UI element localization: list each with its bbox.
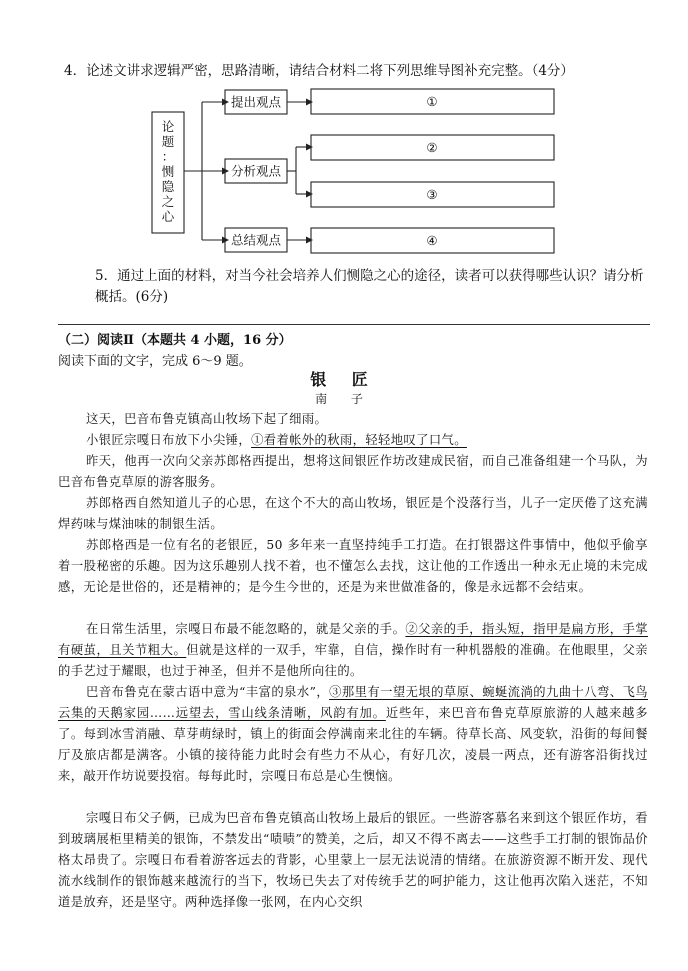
mind-map-diagram xyxy=(0,0,688,265)
question-4: 4．论述文讲求逻辑严密，思路清晰，请结合材料二将下列思维导图补充完整。（4分） xyxy=(64,63,574,79)
node-label-analyze: 分析观点 xyxy=(230,163,282,179)
paragraph-text: 这天，巴音布鲁克镇高山牧场下起了细雨。 xyxy=(86,412,328,426)
underlined-sentence: ①看着帐外的秋雨，轻轻地叹了口气。 xyxy=(251,433,467,447)
article-title: 银 匠 xyxy=(310,370,378,389)
section-heading: （二）阅读Ⅱ（本题共 4 小题，16 分） xyxy=(58,333,292,348)
topic-char: 恻 xyxy=(161,164,175,179)
paragraph-text: 小银匠宗嘎日布放下小尖锤， xyxy=(86,433,252,447)
paragraph xyxy=(58,682,648,787)
topic-char: 心 xyxy=(161,209,175,224)
topic-char: 隐 xyxy=(161,179,175,194)
paragraph xyxy=(58,808,648,913)
blank-label-4: ④ xyxy=(426,233,438,248)
topic-char: 题 xyxy=(161,134,175,149)
paragraph-text: 苏郎格西自然知道儿子的心思，在这个不大的高山牧场，银匠是个没落行当，儿子一定厌倦了这充满焊药味与煤油味的制银生活。 xyxy=(58,496,648,531)
paragraph-text: 宗嘎日布父子俩，已成为巴音布鲁克镇高山牧场上最后的银匠。一些游客慕名来到这个银匠作坊，看到玻璃展柜里精美的银饰，不禁发出“啧啧”的赞美，之后，却又不得不离去——这些手工打制的银饰品价格太昂贵了。宗嘎日布看着游客远去的背影，心里蒙上一层无法说清的情绪。在旅游资源不断开发、现代流水线制作的银饰越来越流行的当下，牧场已失去了对传统手艺的呵护能力，这让他再次陷入迷茫，不知道是放弃，还是坚守。两种选择像一张网，在内心交织 xyxy=(58,811,648,909)
paragraph xyxy=(58,619,648,682)
paragraph xyxy=(58,430,648,451)
underlined-sentence: ③那里有一望无垠的草原、蜿蜒流淌的九曲十八弯、飞鸟云集的天鹅家园……远望去，雪山线条清晰，风韵有加。 xyxy=(58,685,648,720)
node-label-propose: 提出观点 xyxy=(230,94,282,110)
reading-instruction: 阅读下面的文字，完成 6～9 题。 xyxy=(58,354,252,369)
paragraph-text: 但就是这样的一双手，牢靠，自信，操作时有一种机器般的准确。在他眼里，父亲的手艺过于耀眼，也过于神圣，但并不是他所向往的。 xyxy=(58,643,648,678)
paragraph-text: 苏郎格西是一位有名的老银匠，50 多年来一直坚持纯手工打造。在打银器这件事情中，他似乎偷享着一股秘密的乐趣。因为这乐趣别人找不着，也不懂怎么去找，这让他的工作透出一种永无止境的未完成感，无论是世俗的，还是精神的；是今生今世的，还是为来世做准备的，像是永远都不会结束。 xyxy=(58,538,648,594)
underlined-sentence: ②父亲的手，指头短，指甲是扁方形，手掌有硬茧，且关节粗大。 xyxy=(58,622,648,657)
paragraph xyxy=(58,493,648,535)
paragraph-text: 在日常生活里，宗嘎日布最不能忽略的，就是父亲的手。 xyxy=(86,622,406,636)
paragraph-text: 巴音布鲁克在蒙古语中意为“丰富的泉水”， xyxy=(86,685,330,699)
paragraph xyxy=(58,535,648,598)
topic-char: 之 xyxy=(161,194,175,209)
blank-label-2: ② xyxy=(426,140,438,155)
blank-label-1: ① xyxy=(426,94,438,109)
article-author: 南 子 xyxy=(315,392,373,406)
question-5: 5．通过上面的材料，对当今社会培养人们恻隐之心的途径，读者可以获得哪些认识？请分析概括。(6分) xyxy=(95,268,644,305)
paragraph-text: 昨天，他再一次向父亲苏郎格西提出，想将这间银匠作坊改建成民宿，而自己准备组建一个马队，为巴音布鲁克草原的游客服务。 xyxy=(58,454,648,489)
section-divider xyxy=(58,324,650,325)
paragraph-text: 近些年，来巴音布鲁克草原旅游的人越来越多了。每到冰雪消融、草芽萌绿时，镇上的街面会停满南来北往的车辆。待草长高、风变软，沿街的每间餐厅及旅店都是满客。小镇的接待能力此时会有些力不从心，有好几次，凌晨一两点，还有游客沿街找过来，敲开作坊说要投宿。每每此时，宗嘎日布总是心生懊恼。 xyxy=(58,706,648,783)
node-label-conclude: 总结观点 xyxy=(230,232,282,248)
topic-char: 论 xyxy=(161,119,175,134)
paragraph xyxy=(58,451,648,493)
topic-char: ： xyxy=(161,149,175,164)
blank-label-3: ③ xyxy=(426,187,438,202)
paragraph xyxy=(58,409,648,430)
